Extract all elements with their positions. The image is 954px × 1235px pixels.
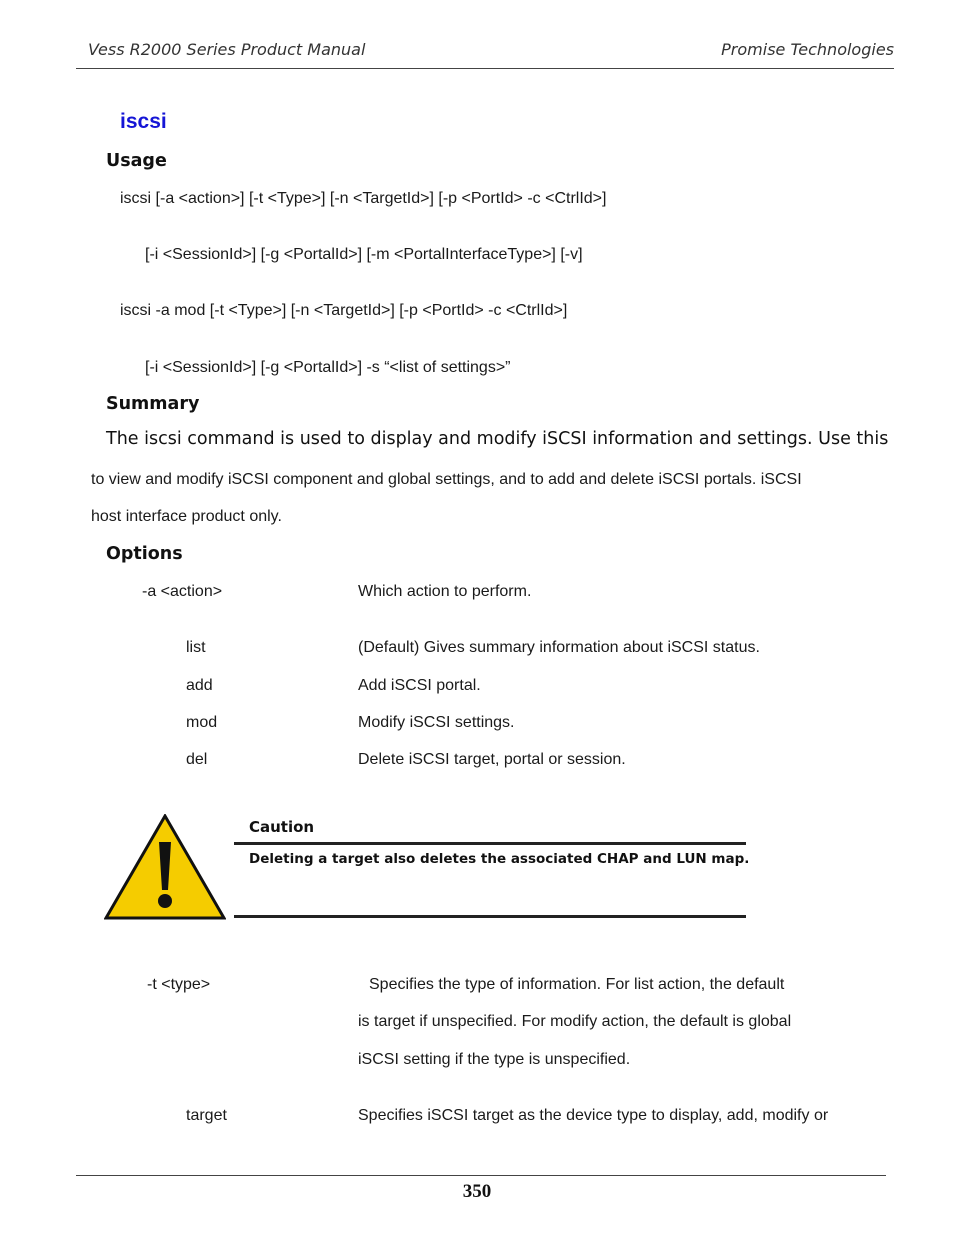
command-title: iscsi bbox=[120, 110, 167, 133]
option-type-desc-1: Specifies the type of information. For list action, the default bbox=[369, 976, 785, 993]
option-action-desc: Which action to perform. bbox=[358, 583, 532, 600]
action-del-desc: Delete iSCSI target, portal or session. bbox=[358, 751, 626, 768]
option-type-name: -t <type> bbox=[147, 976, 211, 993]
header-rule bbox=[76, 68, 894, 69]
usage-line-1: iscsi [-a <action>] [-t <Type>] [-n <TargetId>] [-p <PortId> -c <CtrlId>] bbox=[120, 190, 607, 207]
running-header-title: Vess R2000 Series Product Manual bbox=[88, 40, 366, 59]
action-list-name: list bbox=[186, 639, 206, 656]
usage-line-4: [-i <SessionId>] [-g <PortalId>] -s “<list of settings>” bbox=[145, 359, 511, 376]
caution-text: Deleting a target also deletes the associated CHAP and LUN map. bbox=[249, 851, 750, 867]
usage-line-3: iscsi -a mod [-t <Type>] [-n <TargetId>] [-p <PortId> -c <CtrlId>] bbox=[120, 302, 568, 319]
action-add-name: add bbox=[186, 677, 213, 694]
caution-top-rule bbox=[234, 842, 746, 845]
summary-lead: The iscsi command is used to display and modify iSCSI information and settings. Use this bbox=[106, 429, 889, 449]
caution-bottom-rule bbox=[234, 915, 746, 918]
running-header-company: Promise Technologies bbox=[721, 40, 894, 59]
action-mod-name: mod bbox=[186, 714, 218, 731]
type-target-name: target bbox=[186, 1107, 227, 1124]
option-type-desc-2: is target if unspecified. For modify action, the default is global bbox=[358, 1013, 792, 1030]
action-list-desc: (Default) Gives summary information about iSCSI status. bbox=[358, 639, 760, 656]
action-del-name: del bbox=[186, 751, 208, 768]
summary-line-2: to view and modify iSCSI component and global settings, and to add and delete iSCSI portals. iSCSI bbox=[91, 471, 802, 488]
option-type-desc-3: iSCSI setting if the type is unspecified. bbox=[358, 1051, 631, 1068]
page-number: 350 bbox=[462, 1181, 492, 1202]
warning-triangle-icon bbox=[104, 814, 226, 920]
action-add-desc: Add iSCSI portal. bbox=[358, 677, 481, 694]
action-mod-desc: Modify iSCSI settings. bbox=[358, 714, 515, 731]
option-action-name: -a <action> bbox=[142, 583, 223, 600]
options-heading: Options bbox=[106, 544, 183, 564]
summary-heading: Summary bbox=[106, 394, 200, 414]
summary-line-3: host interface product only. bbox=[91, 508, 282, 525]
type-target-desc: Specifies iSCSI target as the device type to display, add, modify or bbox=[358, 1107, 829, 1124]
usage-line-2: [-i <SessionId>] [-g <PortalId>] [-m <PortalInterfaceType>] [-v] bbox=[145, 246, 583, 263]
footer-rule bbox=[76, 1175, 886, 1176]
usage-heading: Usage bbox=[106, 151, 167, 171]
caution-label: Caution bbox=[249, 818, 315, 836]
